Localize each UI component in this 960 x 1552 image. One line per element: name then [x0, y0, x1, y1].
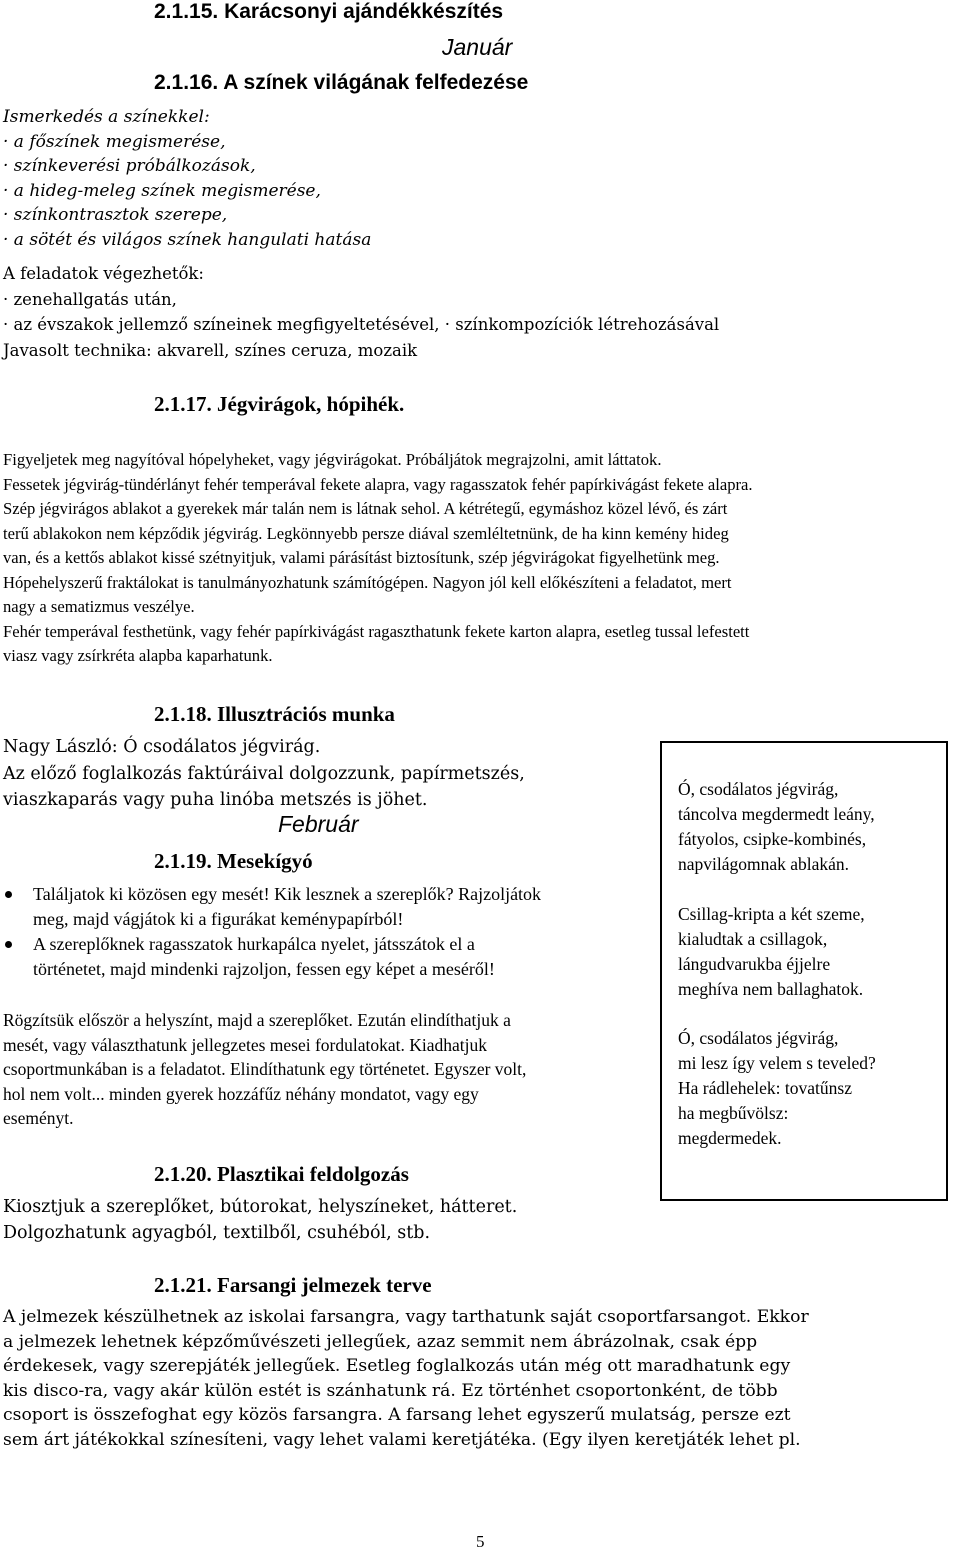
paragraph-line: csoportmunkában is a feladatot. Elindíthatunk egy történetet. Egyszer volt, [3, 1059, 527, 1080]
section-heading-2-1-16 [154, 71, 528, 95]
poem-line: kialudtak a csillagok, [678, 929, 828, 949]
poem-line: táncolva megdermedt leány, [678, 804, 875, 824]
poem-line: mi lesz így velem s teveled? [678, 1053, 876, 1073]
section-title: Karácsonyi ajándékkészítés [224, 0, 504, 23]
paragraph-line: Az előző foglalkozás faktúráival dolgozzunk, papírmetszés, [3, 763, 525, 784]
month-heading-february: Február [278, 811, 359, 837]
paragraph-line: mesét, vagy választhatunk jellegzetes mesei fordulatokat. Kiadhatjuk [3, 1034, 488, 1055]
paragraph-line: Figyeljetek meg nagyítóval hópelyheket, vagy jégvirágokat. Próbáljátok megrajzolni, amit láttatok. [3, 450, 662, 469]
paragraph-line: Hópehelyszerű fraktálokat is tanulmányozhatunk számítógépen. Nagyon jól kell előkészíteni a feladatot, mert [3, 572, 732, 592]
poem-line: ha megbűvölsz: [678, 1103, 789, 1123]
paragraph-line: Szép jégvirágos ablakot a gyerekek már talán nem is látnak sehol. A kétrétegű, egymáshoz közel lévő, és zárt [3, 499, 728, 518]
intro-text: Ismerkedés a színekkel: [3, 107, 210, 127]
section-number: 2.1.16. [154, 71, 219, 94]
bullet-icon [5, 941, 12, 948]
paragraph-line: van, és a kettős ablakot kissé szétnyitjuk, valami párásítást biztosítunk, szép jégvirágokat figyelhetünk meg. [3, 548, 720, 567]
paragraph-line: nagy a sematizmus veszélye. [3, 597, 195, 616]
section-title: A színek világának felfedezése [223, 71, 529, 94]
section-number: 2.1.17. [154, 392, 212, 416]
poem-line: Ó, csodálatos jégvirág, [678, 779, 839, 799]
section-number: 2.1.15. [154, 0, 219, 23]
poem-line: megdermedek. [678, 1128, 782, 1148]
page-number: 5 [476, 1532, 485, 1551]
poem-line: napvilágomnak ablakán. [678, 854, 850, 874]
section-heading-2-1-17 [154, 392, 404, 417]
section-title: Jégvirágok, hópihék. [217, 392, 405, 416]
tasks-block [3, 261, 719, 363]
paragraph-line: sem árt játékokkal színesíteni, vagy lehet valami keretjátéka. (Egy ilyen keretjáték lehet pl. [3, 1429, 801, 1450]
tasks-intro: A feladatok végezhetők: [3, 264, 204, 283]
paragraph-line: Fehér temperával festhetünk, vagy fehér papírkivágást ragaszthatunk fekete karton alapra, esetleg tussal lefestett [3, 621, 750, 641]
paragraph-line: eseményt. [3, 1108, 74, 1129]
technique-text: Javasolt technika: akvarell, színes ceruza, mozaik [3, 340, 418, 360]
paragraph-line: érdekesek, vagy szerepjáték jellegűek. Esetleg foglalkozás után még ott maradhatunk egy [3, 1356, 791, 1377]
month-heading-january: Január [442, 34, 513, 60]
paragraph-line: viaszkaparás vagy puha linóba metszés is jöhet. [3, 790, 428, 810]
section-number: 2.1.21. [154, 1273, 212, 1297]
bullet-line: Találjatok ki közösen egy mesét! Kik lesznek a szereplők? Rajzoljátok [33, 884, 542, 904]
s21-body [3, 1305, 809, 1453]
poem-line: Ó, csodálatos jégvirág, [678, 1028, 839, 1048]
paragraph-line: Kiosztjuk a szereplőket, bútorokat, helyszíneket, hátteret. [3, 1197, 518, 1217]
list-item: · a főszínek megismerése, [3, 131, 226, 152]
list-item: · zenehallgatás után, [3, 289, 177, 309]
section-title: Plasztikai feldolgozás [217, 1162, 409, 1186]
list-item: · az évszakok jellemző színeinek megfigyeltetésével, · színkompozíciók létrehozásával [3, 315, 720, 334]
s19-body [3, 1008, 526, 1131]
paragraph-line: Nagy László: Ó csodálatos jégvirág. [3, 737, 321, 757]
section-heading-2-1-18 [154, 702, 395, 727]
section-heading-2-1-15 [154, 0, 503, 24]
section-number: 2.1.18. [154, 702, 212, 726]
list-item: · a sötét és világos színek hangulati hatása [3, 229, 372, 250]
poem-line: Ha rádlehelek: tovatűnsz [678, 1078, 852, 1098]
poem-line: Csillag-kripta a két szeme, [678, 904, 865, 924]
s18-body [3, 734, 525, 814]
paragraph-line: hol nem volt... minden gyerek hozzáfűz néhány mondatot, vagy egy [3, 1083, 479, 1104]
s20-body [3, 1194, 517, 1246]
list-item: · színkeverési próbálkozások, [3, 156, 256, 176]
paragraph-line: terű ablakokon nem képződik jégvirág. Legkönnyebb persze diával szemléltetnünk, de ha kinn kemény hideg [3, 523, 729, 543]
bullet-item [33, 882, 541, 931]
bullet-line: A szereplőknek ragasszatok hurkapálca nyelet, játsszátok el a [33, 934, 475, 954]
section-number: 2.1.19. [154, 849, 212, 873]
paragraph-line: a jelmezek lehetnek képzőművészeti jellegűek, azaz semmit nem ábrázolnak, csak épp [3, 1331, 758, 1352]
section-heading-2-1-21 [154, 1273, 432, 1298]
poem-line: lángudvarukba éjjelre [678, 954, 831, 974]
section-heading-2-1-20 [154, 1162, 409, 1187]
bullet-icon [5, 891, 12, 898]
color-intro-block [3, 105, 371, 252]
paragraph-line: A jelmezek készülhetnek az iskolai farsangra, vagy tarthatunk saját csoportfarsangot. Ekkor [3, 1307, 809, 1327]
paragraph-line: Rögzítsük először a helyszínt, majd a szereplőket. Ezután elindíthatjuk a [3, 1010, 511, 1030]
paragraph-line: kis disco-ra, vagy akár külön estét is szánhatunk rá. Ez történhet csoportonként, de több [3, 1380, 778, 1401]
section-heading-2-1-19 [154, 849, 313, 874]
section-title: Illusztrációs munka [217, 702, 395, 726]
paragraph-line: viasz vagy zsírkréta alapba kaparhatunk. [3, 646, 273, 665]
section-number: 2.1.20. [154, 1162, 212, 1186]
list-item: · a hideg-meleg színek megismerése, [3, 180, 321, 201]
list-item: · színkontrasztok szerepe, [3, 205, 228, 225]
paragraph-line: Dolgozhatunk agyagból, textilből, csuhéból, stb. [3, 1223, 431, 1243]
bullet-item [33, 932, 495, 981]
paragraph-line: csoport is összefoghat egy közös farsangra. A farsang lehet egyszerű mulatság, persze ezt [3, 1405, 791, 1426]
bullet-line: meg, majd vágjátok ki a figurákat keménypapírból! [33, 908, 404, 929]
poem-line: meghíva nem ballaghatok. [678, 979, 864, 999]
poem-line: fátyolos, csipke-kombinés, [678, 829, 867, 849]
section-title: Mesekígyó [217, 849, 313, 873]
bullet-line: történetet, majd mindenki rajzoljon, fessen egy képet a meséről! [33, 958, 495, 979]
paragraph-line: Fessetek jégvirág-tündérlányt fehér temperával fekete alapra, vagy ragasszatok fehér papírkivágást fekete alapra. [3, 474, 753, 494]
s17-body [3, 448, 753, 669]
section-title: Farsangi jelmezek terve [217, 1273, 432, 1297]
